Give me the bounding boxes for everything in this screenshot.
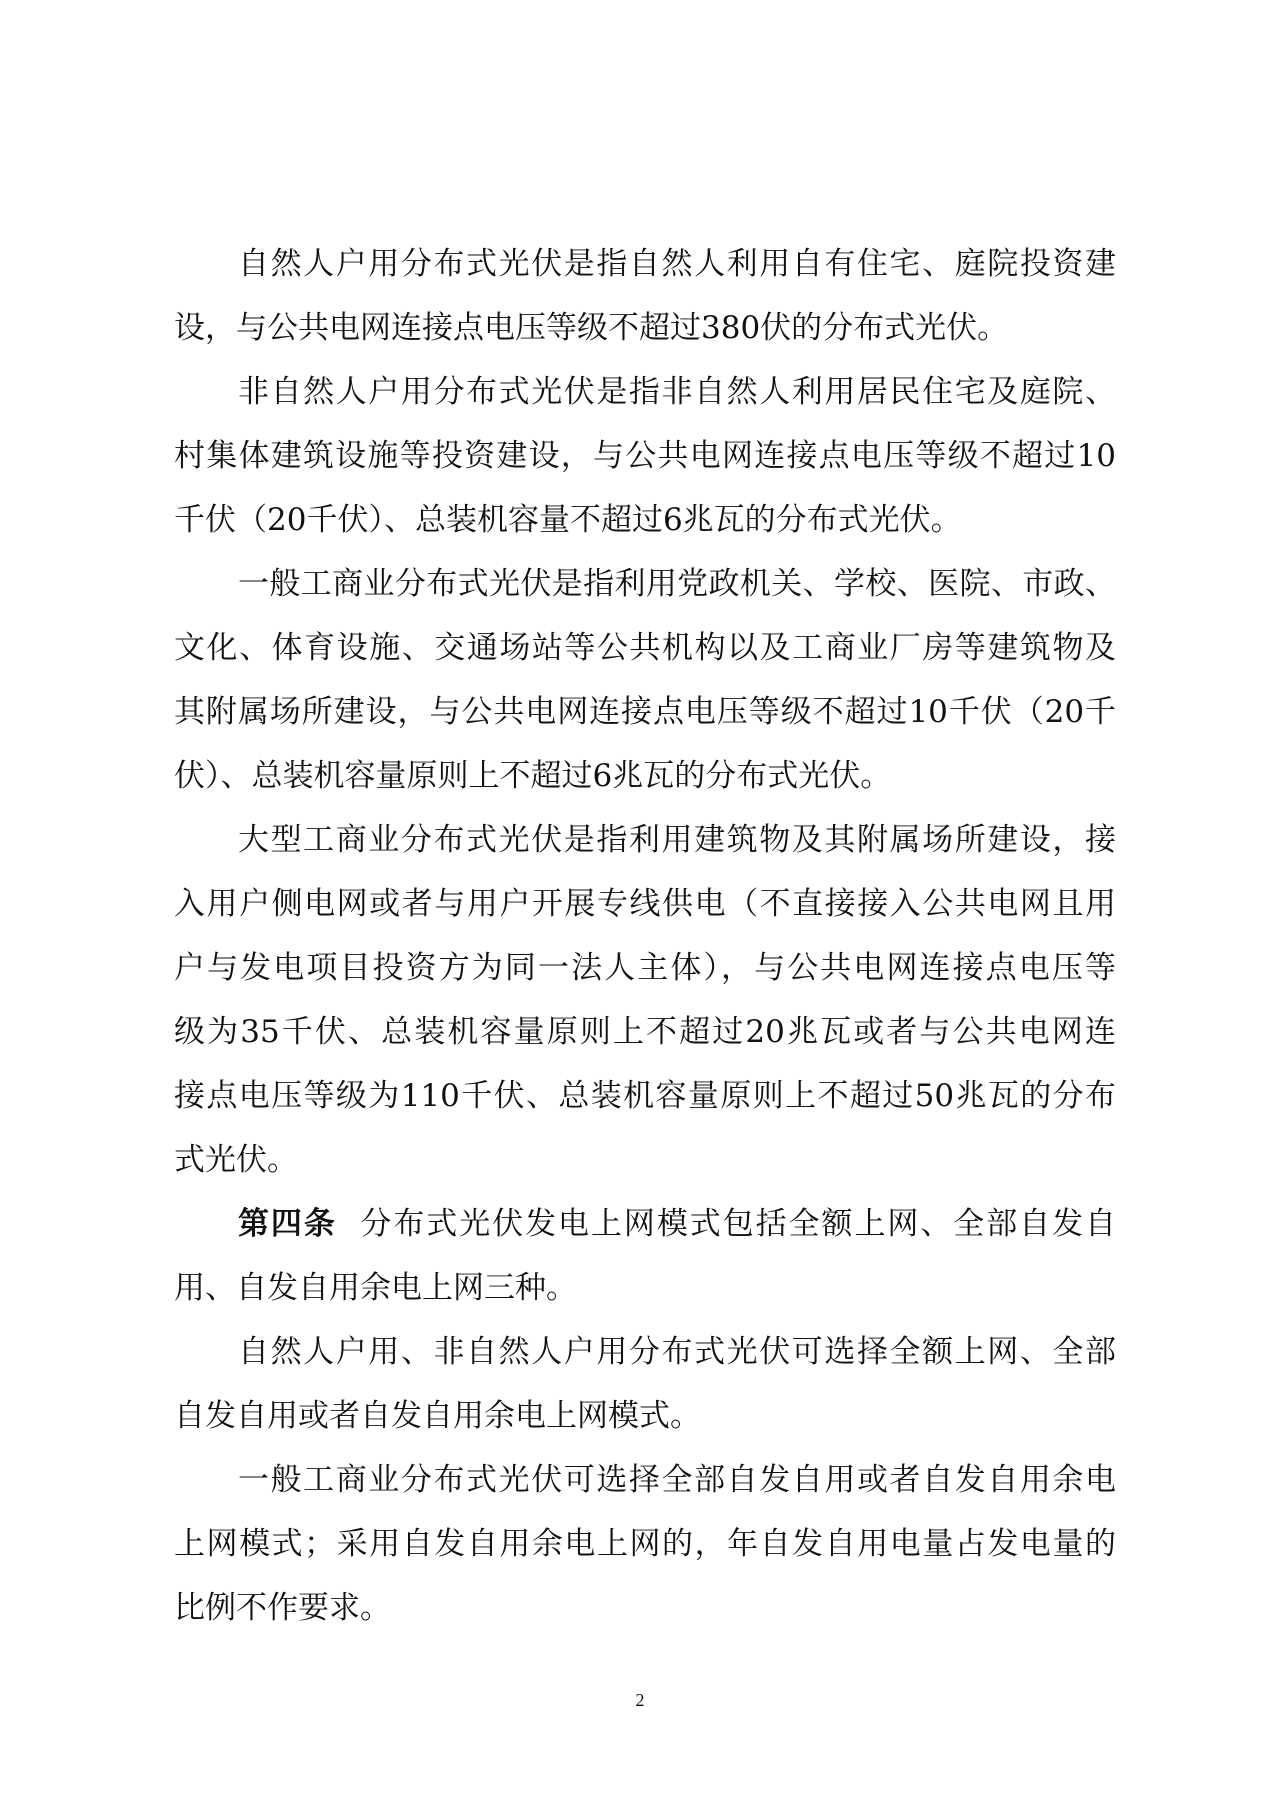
- page-number: 2: [635, 1690, 645, 1710]
- paragraph-2-line-3: 千伏（20千伏）、总装机容量不超过6兆瓦的分布式光伏。: [174, 502, 962, 538]
- paragraph-4-line-4: 级为35千伏、总装机容量原则上不超过20兆瓦或者与公共电网连: [174, 1014, 1116, 1050]
- paragraph-1-line-2: 设，与公共电网连接点电压等级不超过380伏的分布式光伏。: [174, 310, 1009, 346]
- paragraph-4-line-2: 入用户侧电网或者与用户开展专线供电（不直接接入公共电网且用: [174, 886, 1116, 922]
- paragraph-7-line-3: 比例不作要求。: [174, 1590, 391, 1626]
- paragraph-4-line-3: 户与发电项目投资方为同一法人主体），与公共电网连接点电压等: [174, 950, 1116, 986]
- paragraph-3-line-2: 文化、体育设施、交通场站等公共机构以及工商业厂房等建筑物及: [174, 630, 1116, 666]
- article-4-line-2: 用、自发自用余电上网三种。: [174, 1270, 577, 1306]
- paragraph-3-line-1: 一般工商业分布式光伏是指利用党政机关、学校、医院、市政、: [238, 566, 1116, 602]
- paragraph-6-line-2: 自发自用或者自发自用余电上网模式。: [174, 1398, 701, 1434]
- paragraph-4-line-6: 式光伏。: [174, 1142, 298, 1178]
- paragraph-7-line-2: 上网模式；采用自发自用余电上网的，年自发自用电量占发电量的: [174, 1526, 1116, 1562]
- paragraph-6-line-1: 自然人户用、非自然人户用分布式光伏可选择全额上网、全部: [238, 1334, 1116, 1370]
- article-label: 第四条: [238, 1206, 337, 1242]
- paragraph-4-line-5: 接点电压等级为110千伏、总装机容量原则上不超过50兆瓦的分布: [174, 1078, 1116, 1114]
- paragraph-2-line-1: 非自然人户用分布式光伏是指非自然人利用居民住宅及庭院、: [238, 374, 1116, 410]
- document-body: [174, 232, 1116, 1640]
- paragraph-2-line-2: 村集体建筑设施等投资建设，与公共电网连接点电压等级不超过10: [174, 438, 1116, 474]
- paragraph-3-line-3: 其附属场所建设，与公共电网连接点电压等级不超过10千伏（20千: [174, 694, 1116, 730]
- paragraph-7-line-1: 一般工商业分布式光伏可选择全部自发自用或者自发自用余电: [238, 1462, 1116, 1498]
- paragraph-4-line-1: 大型工商业分布式光伏是指利用建筑物及其附属场所建设，接: [238, 822, 1116, 858]
- paragraph-3-line-4: 伏）、总装机容量原则上不超过6兆瓦的分布式光伏。: [174, 758, 892, 794]
- paragraph-1-line-1: 自然人户用分布式光伏是指自然人利用自有住宅、庭院投资建: [238, 246, 1116, 282]
- article-4-line-1-text: 分布式光伏发电上网模式包括全额上网、全部自发自: [360, 1206, 1116, 1242]
- article-4-line-1: [174, 1192, 1116, 1256]
